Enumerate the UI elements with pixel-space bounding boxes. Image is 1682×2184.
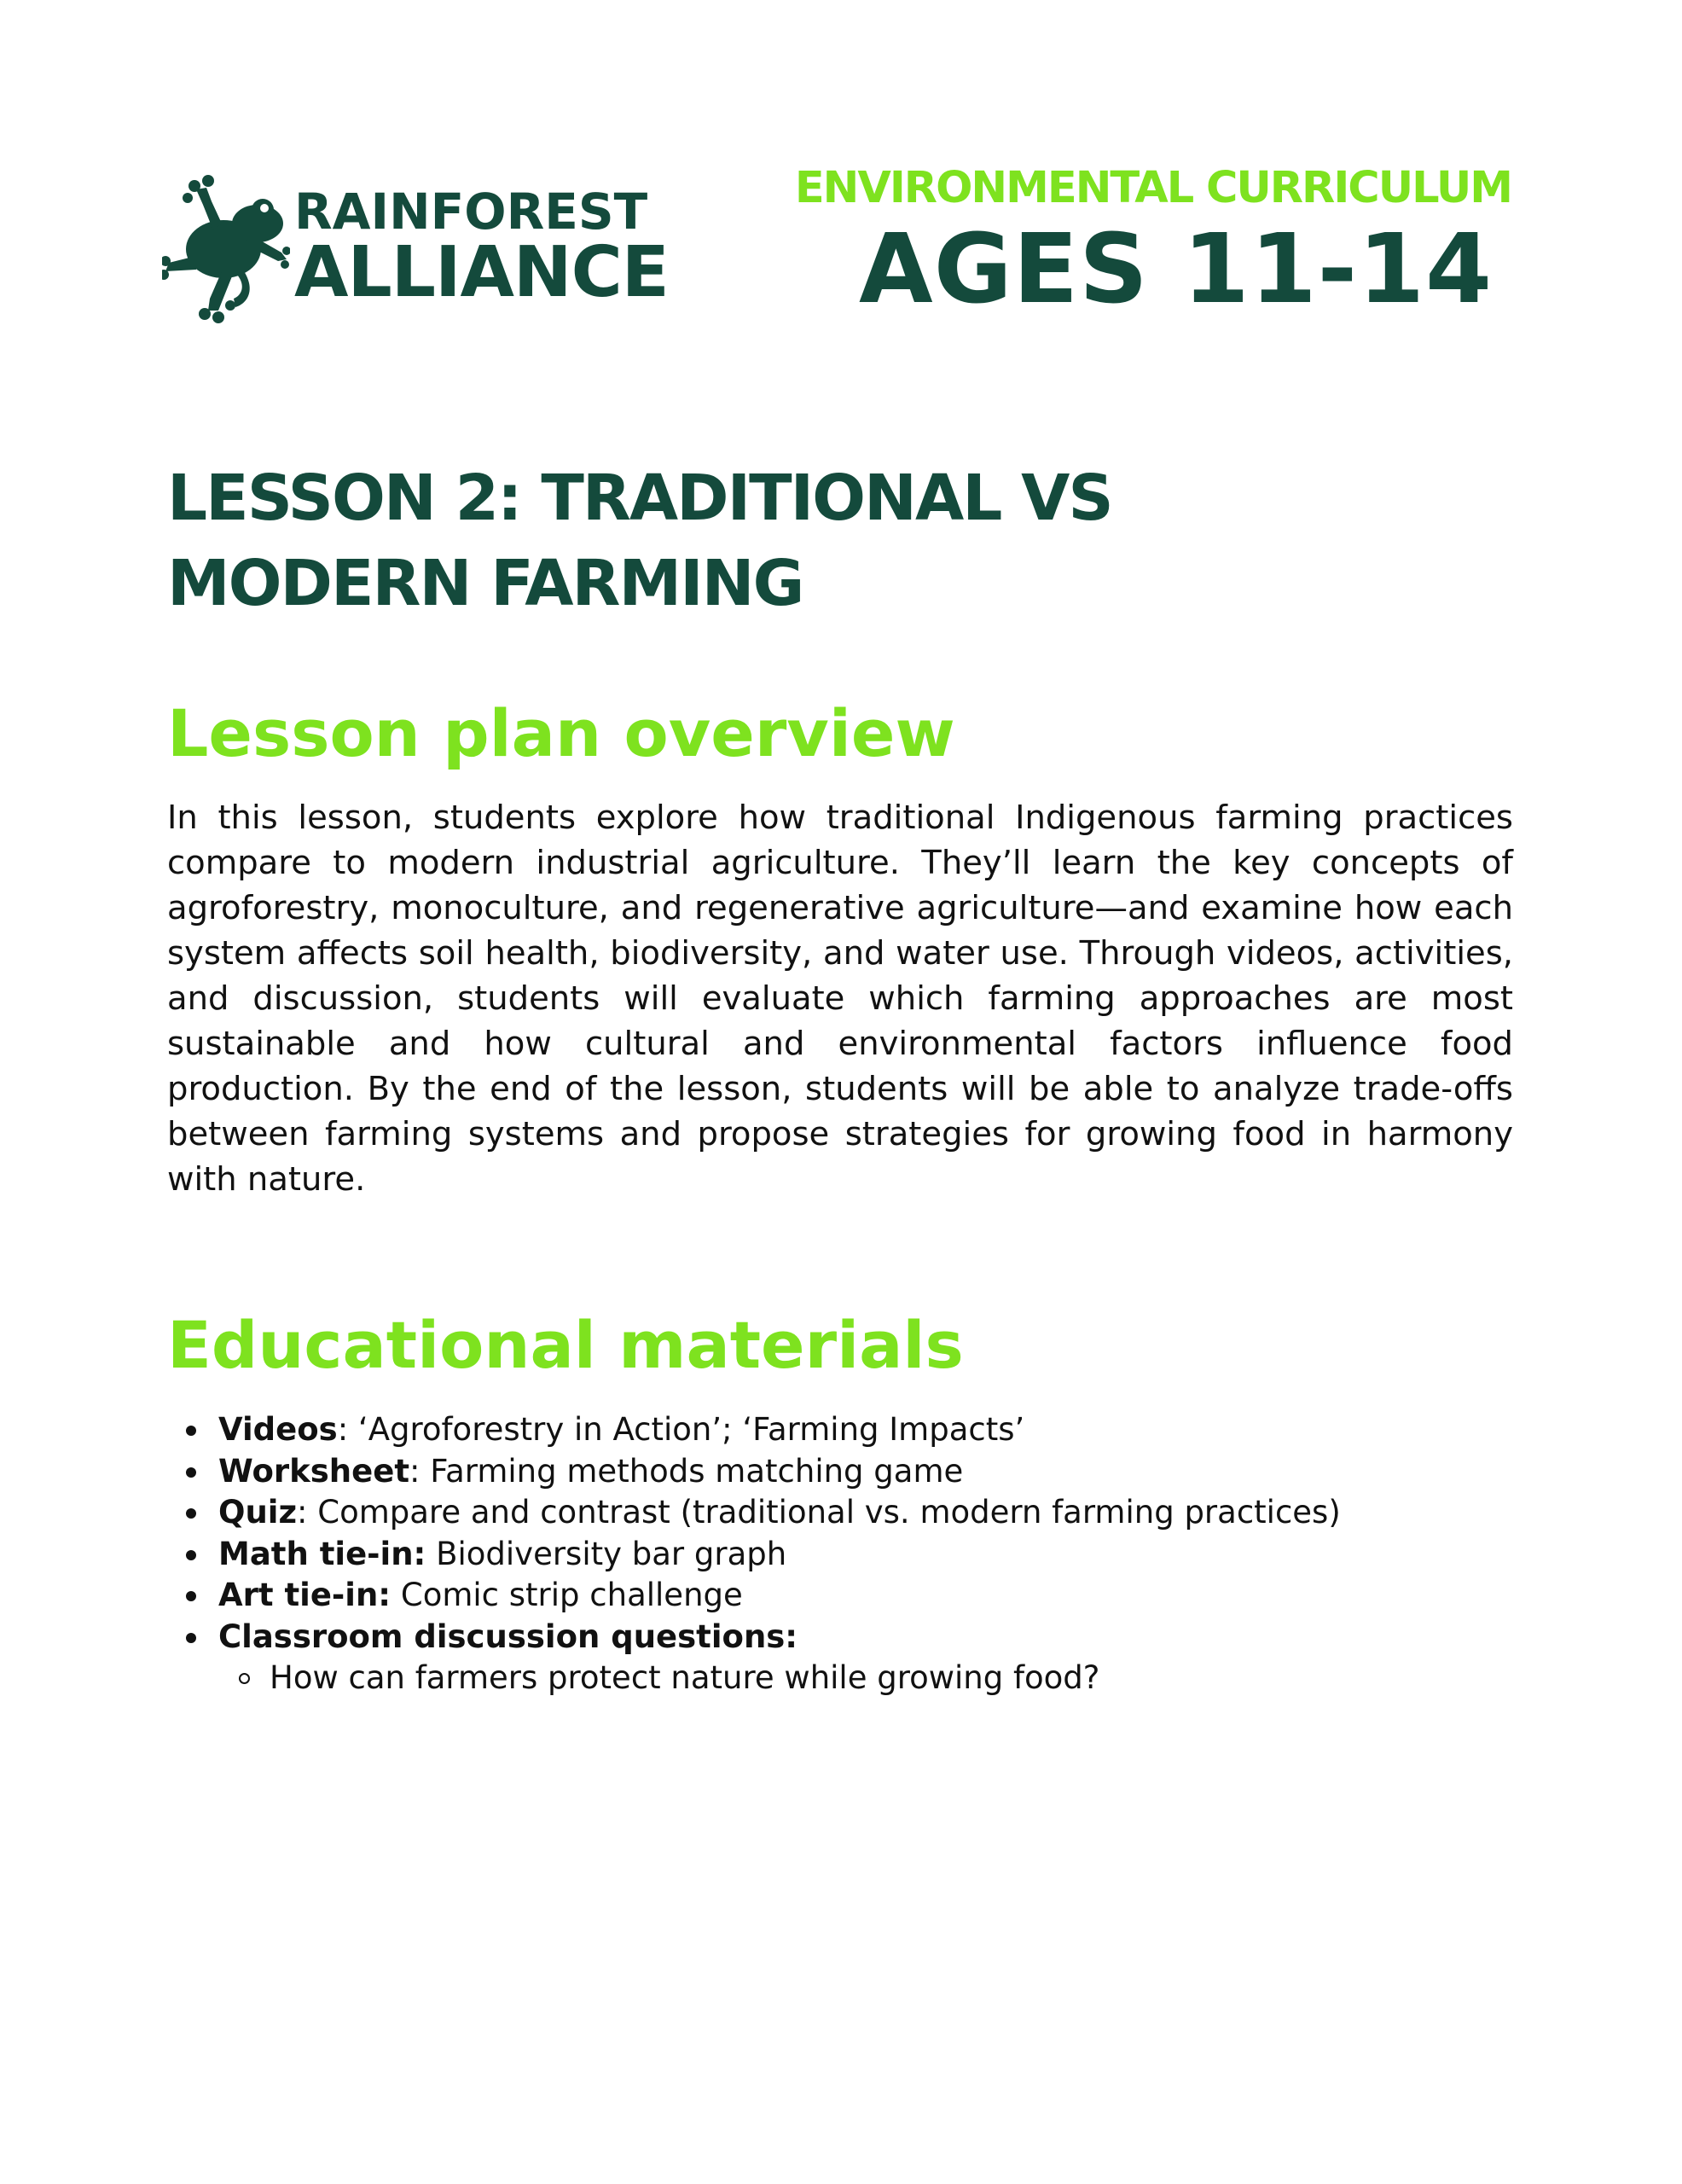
- frog-icon: [162, 171, 290, 324]
- list-item: [167, 1409, 1532, 1451]
- item-label: Art tie-in:: [218, 1577, 392, 1613]
- item-label: Classroom discussion questions:: [218, 1618, 798, 1655]
- logo-wordmark-line2: ALLIANCE: [294, 232, 669, 313]
- item-text: : ‘Agroforestry in Action’; ‘Farming Impacts’: [337, 1411, 1025, 1448]
- rainforest-alliance-logo: [162, 171, 669, 324]
- list-item: [167, 1575, 1532, 1617]
- item-label: Math tie-in:: [218, 1535, 426, 1572]
- age-range: AGES 11-14: [859, 214, 1493, 325]
- sub-list-item: [218, 1658, 1532, 1699]
- bullet-icon: [186, 1508, 196, 1519]
- bullet-icon: [186, 1467, 196, 1478]
- bullet-icon: [186, 1426, 196, 1436]
- overview-body: In this lesson, students explore how traditional Indigenous farming practices compare to modern industrial agriculture. They’ll learn the key concepts of agroforestry, monoculture, and regenerative agriculture—and examine how each system affects soil health, biodiversity, and water use. Through videos, activities, and discussion, students will evaluate which farming approaches are most sustainable and how cultural and environmental factors influence food production. By the end of the lesson, students will be able to analyze trade-offs between farming systems and propose strategies for growing food in harmony with nature.: [167, 799, 1513, 1199]
- list-item: [167, 1534, 1532, 1576]
- item-text: : Compare and contrast (traditional vs. modern farming practices): [297, 1494, 1341, 1531]
- discussion-question: How can farmers protect nature while growing food?: [270, 1659, 1100, 1696]
- item-label: Quiz: [218, 1494, 298, 1531]
- item-label: Videos: [218, 1411, 338, 1448]
- item-label: Worksheet: [218, 1452, 410, 1490]
- sub-list: [218, 1658, 1532, 1699]
- list-item: [167, 1492, 1532, 1534]
- overview-heading: Lesson plan overview: [167, 695, 955, 771]
- materials-heading: Educational materials: [167, 1307, 964, 1383]
- lesson-title: LESSON 2: TRADITIONAL VS MODERN FARMING: [167, 462, 1112, 620]
- item-text: Comic strip challenge: [391, 1577, 743, 1613]
- list-item: [167, 1451, 1532, 1493]
- item-text: : Farming methods matching game: [409, 1452, 964, 1490]
- logo-wordmark-line1: RAINFOREST: [294, 183, 648, 241]
- list-item: [167, 1617, 1532, 1699]
- bullet-icon: [186, 1591, 196, 1601]
- bullet-icon: [186, 1633, 196, 1643]
- hollow-bullet-icon: [239, 1673, 250, 1684]
- curriculum-header: [794, 163, 1511, 325]
- item-text: Biodiversity bar graph: [426, 1535, 787, 1572]
- materials-list: [167, 1409, 1532, 1699]
- curriculum-label: ENVIRONMENTAL CURRICULUM: [794, 163, 1511, 213]
- bullet-icon: [186, 1550, 196, 1560]
